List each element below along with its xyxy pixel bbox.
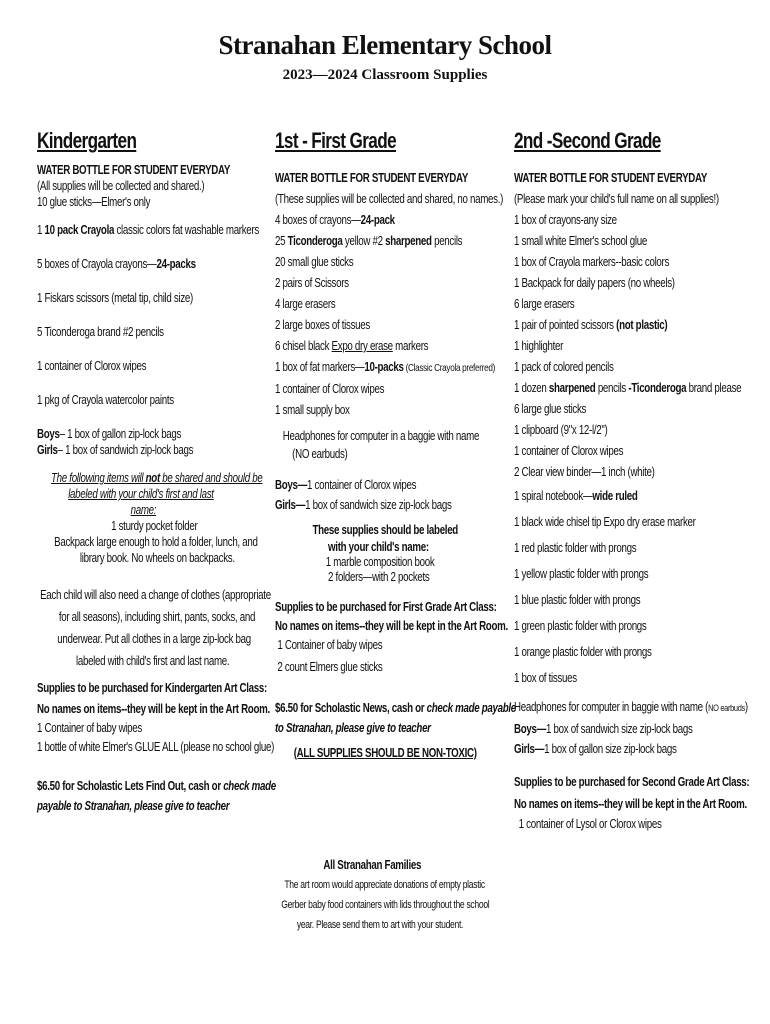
- kindergarten-heading: Kindergarten: [37, 128, 137, 153]
- k-shared-note: (All supplies will be collected and shared.): [37, 179, 205, 193]
- k-girls-item: Girls– 1 box of sandwich zip-lock bags: [37, 443, 194, 457]
- k-note-line-3: name:: [130, 503, 157, 517]
- k-note-line-2: labeled with your child's first and last: [68, 487, 214, 501]
- families-line-2: Gerber baby food containers with lids throughout the school: [281, 899, 490, 911]
- k-backpack-line-1: Backpack large enough to hold a folder, lunch, and: [54, 535, 258, 549]
- g2-item: 1 highlighter: [514, 339, 564, 353]
- k-clothes-line-2: for all seasons), including shirt, pants, socks, and: [58, 610, 256, 624]
- g1-art-note: No names on items--they will be kept in the Art Room.: [275, 619, 508, 633]
- k-art-heading: Supplies to be purchased for Kindergarten Art Class:: [37, 681, 267, 695]
- k-scissors-item: 1 Fiskars scissors (metal tip, child size): [37, 291, 193, 305]
- k-pencils-item: 5 Ticonderoga brand #2 pencils: [37, 325, 164, 339]
- g1-tissues: 2 large boxes of tissues: [275, 318, 370, 332]
- k-clothes-line-1: Each child will also need a change of clothes (appropriate: [40, 588, 271, 602]
- g2-yellow-folder: 1 yellow plastic folder with prongs: [514, 567, 649, 581]
- k-crayons-item: 5 boxes of Crayola crayons—24-packs: [37, 257, 196, 271]
- g1-fee-line-1: $6.50 for Scholastic News, cash or check made payable: [275, 701, 516, 715]
- g2-name-note: (Please mark your child's full name on all supplies!): [514, 192, 719, 206]
- g2-orange-folder: 1 orange plastic folder with prongs: [514, 645, 652, 659]
- g2-item: 6 large erasers: [514, 297, 575, 311]
- g2-item: 1 box of Crayola markers--basic colors: [514, 255, 670, 269]
- kindergarten-column: [37, 128, 276, 816]
- families-heading: All Stranahan Families: [323, 858, 422, 872]
- g1-art-wipes: 1 Container of baby wipes: [277, 638, 383, 652]
- k-clothes-line-4: labeled with child's first and last name.: [76, 654, 230, 668]
- families-line-1: The art room would appreciate donations of empty plastic: [284, 879, 485, 891]
- g2-water-bottle: WATER BOTTLE FOR STUDENT EVERYDAY: [514, 171, 708, 185]
- g1-labeled-2: with your child's name:: [328, 540, 429, 554]
- g1-headphones-1: Headphones for computer in a baggie with name: [282, 429, 480, 443]
- k-pocket-folder: 1 sturdy pocket folder: [111, 519, 198, 533]
- g1-erasers: 4 large erasers: [275, 297, 336, 311]
- g1-supply-box: 1 small supply box: [275, 403, 350, 417]
- g1-labeled-1: These supplies should be labeled: [312, 523, 458, 537]
- g1-fat-markers: 1 box of fat markers—10-packs (Classic Crayola preferred): [275, 360, 495, 374]
- g2-boys: Boys—1 box of sandwich size zip-lock bags: [514, 722, 693, 736]
- g2-item: 1 small white Elmer's school glue: [514, 234, 648, 248]
- g2-art-note: No names on items--they will be kept in the Art Room.: [514, 797, 747, 811]
- g2-headphones: Headphones for computer in baggie with name (NO earbuds): [514, 700, 748, 714]
- k-paints-item: 1 pkg of Crayola watercolor paints: [37, 393, 174, 407]
- g2-green-folder: 1 green plastic folder with prongs: [514, 619, 647, 633]
- g1-fee-line-2: to Stranahan, please give to teacher: [275, 721, 431, 735]
- g1-clorox: 1 container of Clorox wipes: [275, 382, 385, 396]
- g1-crayons: 4 boxes of crayons—24-pack: [275, 213, 395, 227]
- k-backpack-line-2: library book. No wheels on backpacks.: [79, 551, 235, 565]
- g1-nontoxic-note: (ALL SUPPLIES SHOULD BE NON-TOXIC): [293, 746, 477, 760]
- g1-boys: Boys—1 container of Clorox wipes: [275, 478, 417, 492]
- g1-shared-note: (These supplies will be collected and shared, no names.): [275, 192, 504, 206]
- g2-girls: Girls—1 box of gallon size zip-lock bags: [514, 742, 677, 756]
- g1-folders: 2 folders—with 2 pockets: [328, 570, 430, 584]
- k-clorox-item: 1 container of Clorox wipes: [37, 359, 147, 373]
- k-art-glue: 1 bottle of white Elmer's GLUE ALL (please no school glue): [37, 740, 275, 754]
- g2-item: 1 Backpack for daily papers (no wheels): [514, 276, 675, 290]
- g2-red-folder: 1 red plastic folder with prongs: [514, 541, 637, 555]
- g2-notebook: 1 spiral notebook—wide ruled: [514, 489, 638, 503]
- g1-composition-book: 1 marble composition book: [325, 555, 435, 569]
- g2-art-heading: Supplies to be purchased for Second Grade Art Class:: [514, 775, 750, 789]
- k-art-note: No names on items--they will be kept in the Art Room.: [37, 702, 270, 716]
- g2-expo-marker: 1 black wide chisel tip Expo dry erase marker: [514, 515, 696, 529]
- k-glue-sticks: 10 glue sticks—Elmer's only: [37, 195, 151, 209]
- g2-pencils: 1 dozen sharpened pencils -Ticonderoga brand please: [514, 381, 742, 395]
- g2-item: 1 clipboard (9"x 12-l/2"): [514, 423, 608, 437]
- g2-item: 1 pack of colored pencils: [514, 360, 614, 374]
- families-line-3: year. Please send them to art with your student.: [296, 919, 464, 931]
- g2-blue-folder: 1 blue plastic folder with prongs: [514, 593, 641, 607]
- g2-tissues: 1 box of tissues: [514, 671, 577, 685]
- k-note-line-1: The following items will not be shared and should be: [51, 471, 263, 485]
- g1-expo-markers: 6 chisel black Expo dry erase markers: [275, 339, 429, 353]
- g1-pencils: 25 Ticonderoga yellow #2 sharpened pencils: [275, 234, 463, 248]
- g1-art-heading: Supplies to be purchased for First Grade Art Class:: [275, 600, 497, 614]
- g2-item: 1 box of crayons-any size: [514, 213, 617, 227]
- g1-scissors: 2 pairs of Scissors: [275, 276, 349, 290]
- g1-art-glue: 2 count Elmers glue sticks: [277, 660, 383, 674]
- k-fee-line-1: $6.50 for Scholastic Lets Find Out, cash or check made: [37, 779, 276, 793]
- g2-scissors: 1 pair of pointed scissors (not plastic): [514, 318, 668, 332]
- page-title: Stranahan Elementary School: [218, 30, 552, 60]
- k-boys-item: Boys– 1 box of gallon zip-lock bags: [37, 427, 182, 441]
- first-grade-heading: 1st - First Grade: [275, 128, 396, 153]
- page-subtitle: 2023—2024 Classroom Supplies: [282, 67, 488, 83]
- g2-item: 1 container of Clorox wipes: [514, 444, 624, 458]
- g1-girls: Girls—1 box of sandwich size zip-lock bags: [275, 498, 452, 512]
- k-markers-item: 1 10 pack Crayola classic colors fat washable markers: [37, 223, 259, 237]
- k-water-bottle: WATER BOTTLE FOR STUDENT EVERYDAY: [37, 163, 231, 177]
- g2-art-wipes: 1 container of Lysol or Clorox wipes: [518, 817, 662, 831]
- g2-item: 2 Clear view binder—1 inch (white): [514, 465, 655, 479]
- k-art-wipes: 1 Container of baby wipes: [37, 721, 142, 735]
- second-grade-heading: 2nd -Second Grade: [514, 128, 661, 153]
- g1-headphones-2: (NO earbuds): [292, 447, 348, 461]
- families-note: [275, 855, 507, 935]
- k-clothes-line-3: underwear. Put all clothes in a large zip-lock bag: [57, 632, 251, 646]
- g1-water-bottle: WATER BOTTLE FOR STUDENT EVERYDAY: [275, 171, 469, 185]
- k-fee-line-2: payable to Stranahan, please give to teacher: [37, 799, 230, 813]
- g1-glue: 20 small glue sticks: [275, 255, 354, 269]
- first-grade-column: [275, 128, 516, 763]
- second-grade-column: [514, 128, 750, 833]
- g2-item: 6 large glue sticks: [514, 402, 587, 416]
